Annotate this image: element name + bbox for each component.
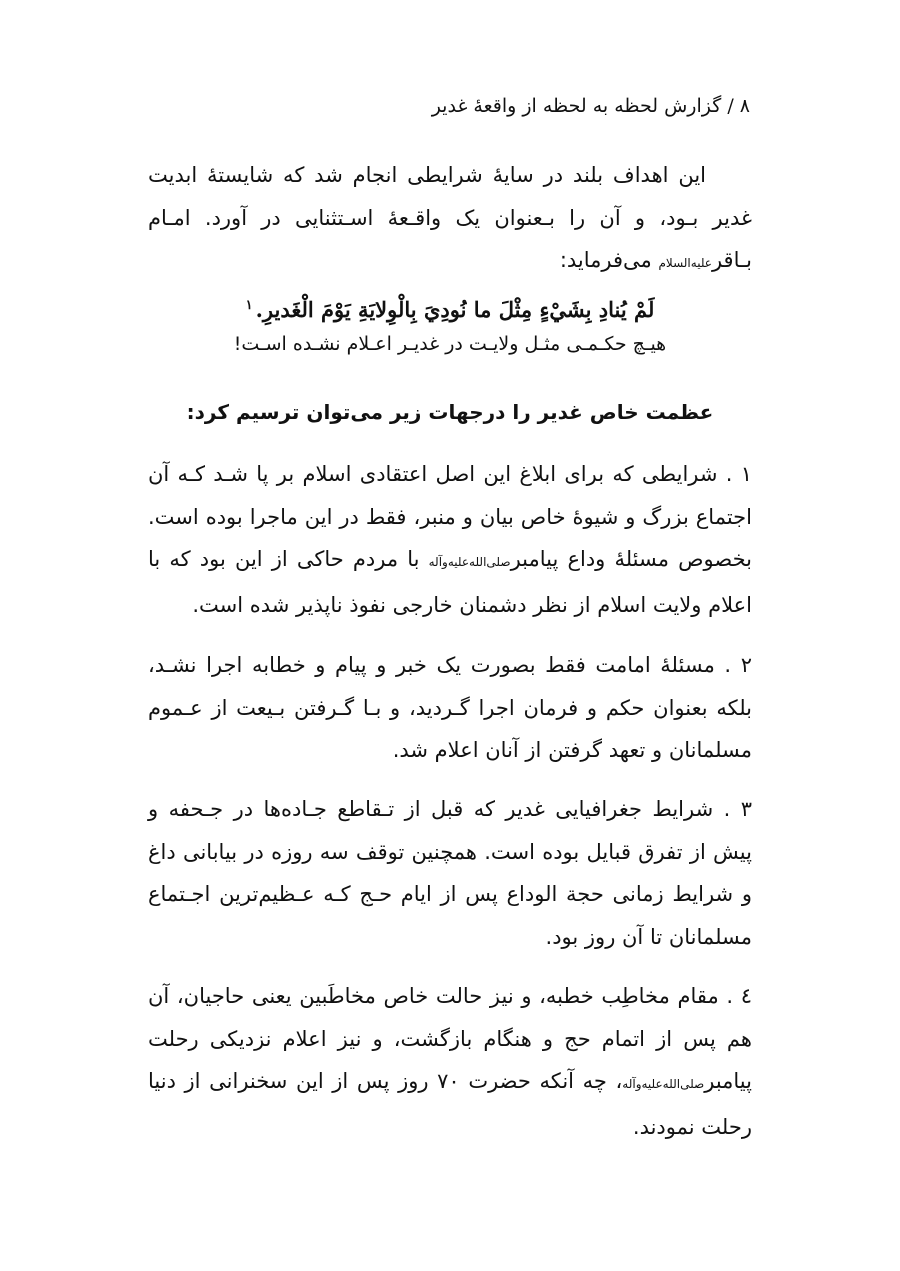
honorific-salawat: صلی‌الله‌علیه‌وآله [428, 555, 511, 569]
intro-text: این اهداف بلند در سایهٔ شرایطی انجام شد که شایستهٔ ابدیت غدیر بـود، و آن را بـعنوان یک واقـعهٔ اسـتثنایی در آورد. امـام بـاقر [148, 163, 752, 272]
point-number: ٤ [740, 984, 752, 1008]
point-text: مسئلهٔ امامت فقط بصورت یک خبر و پیام و خطابه اجرا نشـد، بلکه بعنوان حکم و فرمان اجرا گـردید، و بـا گـرفتن بـیعت از عـموم مسلمانان و تعهد گرفتن از آنان اعلام شد. [148, 653, 752, 762]
point-text-continued: با مردم حاکی از این بود که با اعلام ولایت اسلام از نظر دشمنان خارجی نفوذ ناپذیر شده است. [148, 547, 752, 617]
honorific-salawat: صلی‌الله‌علیه‌وآله [622, 1077, 705, 1091]
book-title: گزارش لحظه به لحظه از واقعهٔ غدیر [431, 95, 722, 117]
hadith-arabic-text: لَمْ يُنادِ بِشَيْءٍ مِثْلَ ما نُودِيَ بِالْوِلايَةِ يَوْمَ الْغَديرِ. [255, 297, 655, 322]
point-text-continued: ، چه آنکه حضرت ۷۰ روز پس از این سخنرانی از دنیا رحلت نمودند. [148, 1069, 752, 1139]
point-4-paragraph: ٤ . مقام مخاطِب خطبه، و نیز حالت خاص مخاطَبین یعنی حاجیان، آن هم پس از اتمام حج و هنگام بازگشت، و نیز اعلام نزدیکی رحلت پیامبرصلی‌الله‌علیه‌وآله، چه آنکه حضرت ۷۰ روز پس از این سخنرانی از دنیا رحلت نمودند. [148, 984, 752, 1139]
footnote-marker: ۱ [245, 298, 253, 313]
point-text: شرایطی که برای ابلاغ این اصل اعتقادی اسلام بر پا شـد کـه آن اجتماع بزرگ و شیوهٔ خاص بیان و منبر، فقط در این ماجرا بوده است. بخصوص مسئلهٔ وداع پیامبر [148, 462, 752, 571]
hadith-arabic [150, 297, 750, 322]
point-text: مقام مخاطِب خطبه، و نیز حالت خاص مخاطَبین یعنی حاجیان، آن هم پس از اتمام حج و هنگام بازگشت، و نیز اعلام نزدیکی رحلت پیامبر [148, 984, 752, 1093]
running-header [150, 95, 750, 117]
point-number: ۲ [740, 653, 752, 677]
header-separator: / [727, 95, 734, 117]
point-number: ۳ [740, 797, 753, 821]
intro-paragraph [148, 154, 752, 285]
point-2-paragraph: ۲ . مسئلهٔ امامت فقط بصورت یک خبر و پیام و خطابه اجرا نشـد، بلکه بعنوان حکم و فرمان اجرا گـردید، و بـا گـرفتن بـیعت از عـموم مسلمانان و تعهد گرفتن از آنان اعلام شد. [148, 653, 752, 762]
page-number: ۸ [739, 95, 750, 117]
point-1-paragraph: ۱ . شرایطی که برای ابلاغ این اصل اعتقادی اسلام بر پا شـد کـه آن اجتماع بزرگ و شیوهٔ خاص بیان و منبر، فقط در این ماجرا بوده است. بخصوص مسئلهٔ وداع پیامبرصلی‌الله‌علیه‌وآله با مردم حاکی از این بود که با اعلام ولایت اسلام از نظر دشمنان خارجی نفوذ ناپذیر شده است. [148, 462, 753, 617]
section-subheading: عظمت خاص غدیر را درجهات زیر می‌توان ترسیم کرد: [186, 400, 714, 424]
point-number: ۱ [740, 462, 753, 486]
hadith-translation: هیـچ حکـمـی مثـل ولایـت در غدیـر اعـلام نشـده اسـت! [233, 333, 667, 355]
honorific-alayhi-salam: علیه‌السلام [658, 256, 712, 270]
point-3-paragraph: ۳ . شرایط جغرافیایی غدیر که قبل از تـقاطع جـاده‌ها در جـحفه و پیش از تفرق قبایل بوده است. همچنین توقف سه روزه در بیابانی داغ و شرایط زمانی حجة الوداع پس از ایام حـج کـه عـظیم‌ترین اجـتماع مسلمانان تا آن روز بود. [148, 797, 753, 949]
point-text: شرایط جغرافیایی غدیر که قبل از تـقاطع جـاده‌ها در جـحفه و پیش از تفرق قبایل بوده است. همچنین توقف سه روزه در بیابانی داغ و شرایط زمانی حجة الوداع پس از ایام حـج کـه عـظیم‌ترین اجـتماع مسلمانان تا آن روز بود. [148, 797, 752, 949]
intro-text-end: می‌فرماید: [559, 248, 652, 272]
